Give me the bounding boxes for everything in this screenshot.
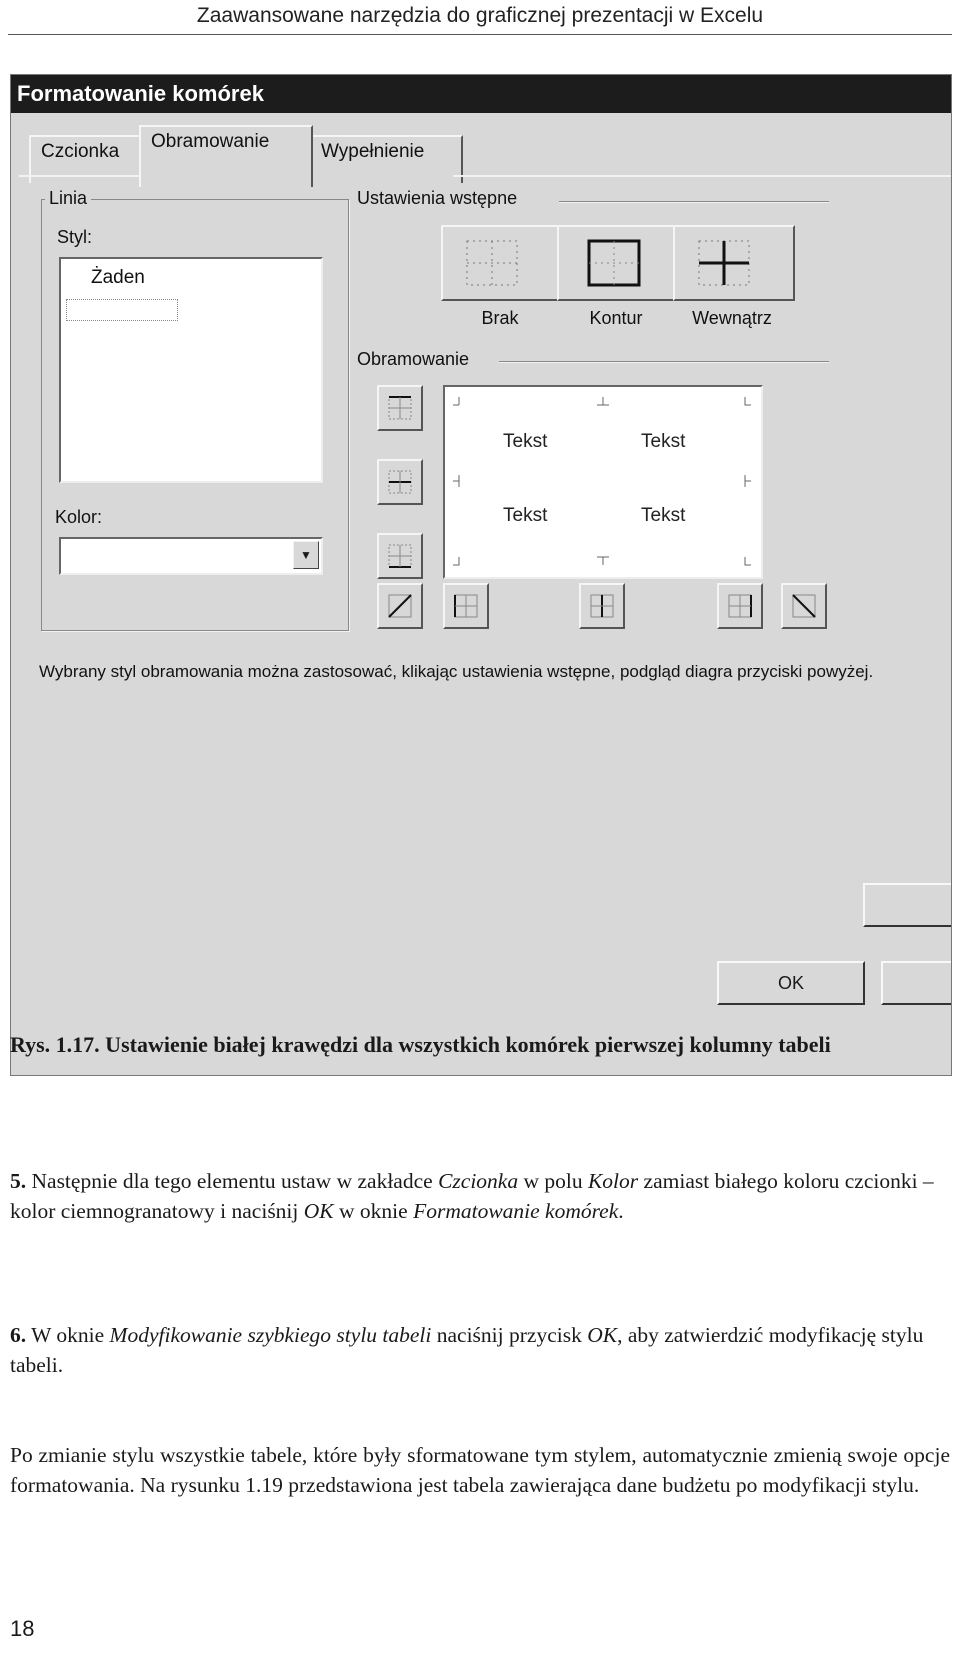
style-label: Styl:	[57, 227, 93, 247]
ok-button[interactable]: OK	[717, 961, 865, 1005]
preview-text: Tekst	[641, 431, 686, 452]
preset-none-button[interactable]	[441, 225, 563, 301]
border-diagonal-down-button[interactable]	[781, 583, 827, 629]
style-option-dotted[interactable]	[66, 299, 178, 321]
step-5-italic: Kolor	[587, 1169, 639, 1193]
partial-button[interactable]	[863, 883, 952, 927]
color-label: Kolor:	[55, 507, 103, 527]
preview-text: Tekst	[503, 505, 548, 526]
step-5-text: w polu	[518, 1169, 588, 1193]
border-rule	[499, 361, 829, 362]
step-5-text: Następnie dla tego elementu ustaw w zakładce	[31, 1169, 439, 1193]
step-5-number: 5.	[10, 1169, 27, 1193]
line-group-legend: Linia	[45, 188, 91, 209]
border-bottom-icon	[379, 535, 421, 577]
step-6-text: naciśnij przycisk	[431, 1323, 588, 1347]
body-paragraph: Po zmianie stylu wszystkie tabele, które były sformatowane tym stylem, automatycznie zmienią swoje opcje formatowania. Na rysunku 1.19 przedstawiona jest tabela zawierająca dane budżetu po modyfikacji stylu.	[10, 1443, 950, 1497]
border-right-icon	[719, 585, 761, 627]
step-6-italic: Modyfikowanie szybkiego stylu tabeli	[109, 1323, 432, 1347]
preset-inside-label: Wewnątrz	[692, 308, 772, 328]
border-vertical-icon	[581, 585, 623, 627]
step-5-text: w oknie	[333, 1199, 414, 1223]
step-6-italic: OK	[587, 1323, 618, 1347]
border-left-button[interactable]	[443, 583, 489, 629]
diagonal-down-icon	[783, 585, 825, 627]
preset-outline-label: Kontur	[589, 308, 643, 328]
step-6	[10, 1320, 950, 1380]
preview-text: Tekst	[641, 505, 686, 526]
dialog-title: Formatowanie komórek	[17, 81, 264, 106]
dialog-titlebar	[11, 75, 951, 113]
border-preview[interactable]	[443, 385, 763, 579]
preview-corner-marks	[445, 387, 761, 577]
border-left-icon	[445, 585, 487, 627]
border-top-button[interactable]	[377, 385, 423, 431]
step-5-text: zamiast białego koloru czcionki – kolor ciemnogranatowy i naciśnij	[10, 1169, 934, 1223]
style-option-none[interactable]: Żaden	[91, 267, 145, 288]
preset-outline-icon	[559, 227, 677, 299]
tab-strip-line	[19, 175, 143, 177]
step-6-text: , aby zatwierdzić modyfikację stylu tabeli.	[10, 1323, 924, 1377]
border-inside-vertical-button[interactable]	[579, 583, 625, 629]
figure-caption: Rys. 1.17. Ustawienie białej krawędzi dla wszystkich komórek pierwszej kolumny tabeli	[10, 1032, 831, 1057]
tab-label: Obramowanie	[151, 131, 270, 152]
preset-inside-button[interactable]	[673, 225, 795, 301]
step-6-text: W oknie	[31, 1323, 110, 1347]
step-6-number: 6.	[10, 1323, 27, 1347]
dialog-screenshot	[10, 74, 952, 1076]
header-rule	[8, 34, 952, 35]
border-bottom-button[interactable]	[377, 533, 423, 579]
border-diagonal-up-button[interactable]	[377, 583, 423, 629]
border-right-button[interactable]	[717, 583, 763, 629]
color-select[interactable]	[59, 537, 323, 575]
preview-text: Tekst	[503, 431, 548, 452]
presets-legend: Ustawienia wstępne	[353, 188, 521, 209]
border-legend: Obramowanie	[353, 349, 473, 370]
step-5-italic: Czcionka	[438, 1169, 519, 1193]
diagonal-up-icon	[379, 585, 421, 627]
running-head: Zaawansowane narzędzia do graficznej prezentacji w Excelu	[196, 4, 764, 27]
step-5-italic: Formatowanie komórek	[413, 1199, 619, 1223]
preset-none-label: Brak	[481, 308, 519, 328]
hint-text: Wybrany styl obramowania można zastosować, klikając ustawienia wstępne, podgląd diagra przyciski powyżej.	[39, 662, 874, 681]
border-inside-horizontal-button[interactable]	[377, 459, 423, 505]
tab-strip-line	[453, 175, 952, 177]
page-number: 18	[10, 1616, 35, 1641]
preset-inside-icon	[675, 227, 793, 299]
tab-label: Wypełnienie	[321, 141, 425, 162]
chevron-down-icon[interactable]: ▼	[293, 541, 319, 569]
tab-obramowanie[interactable]	[139, 125, 313, 187]
presets-rule	[559, 201, 829, 202]
step-5-text: .	[618, 1199, 624, 1223]
cancel-button[interactable]	[881, 961, 952, 1005]
tab-wypelnienie[interactable]	[309, 135, 463, 183]
border-horizontal-icon	[379, 461, 421, 503]
tab-label: Czcionka	[41, 141, 120, 162]
preset-none-icon	[443, 227, 561, 299]
border-top-icon	[379, 387, 421, 429]
preset-outline-button[interactable]	[557, 225, 679, 301]
step-5-italic: OK	[303, 1199, 334, 1223]
line-style-list[interactable]	[59, 257, 323, 483]
step-5	[10, 1166, 950, 1226]
